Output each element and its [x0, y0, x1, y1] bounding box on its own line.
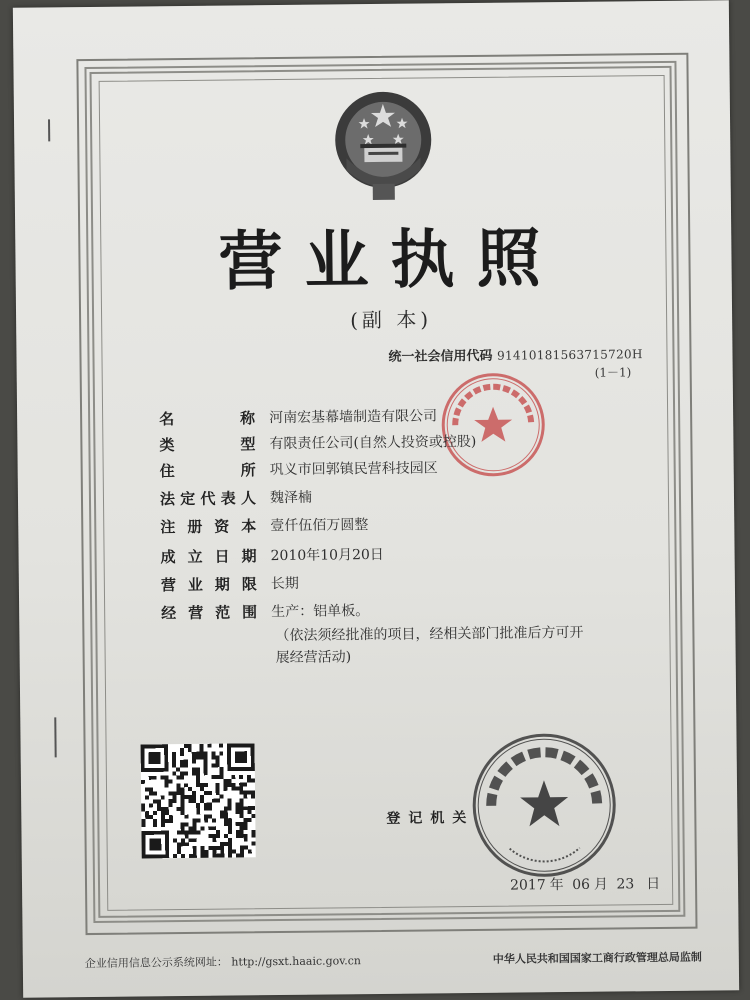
license-subtitle: (副 本)	[350, 307, 433, 333]
credit-code-line	[388, 343, 642, 365]
field-value: 魏泽楠	[269, 489, 313, 507]
field-value: 2010年10月20日	[270, 546, 384, 565]
registration-authority-label: 登记机关	[386, 809, 475, 827]
field-value: 有限责任公司(自然人投资或控股)	[269, 433, 477, 453]
footer-website: 企业信用信息公示系统网址： http://gsxt.haaic.gov.cn	[84, 954, 361, 971]
field-label: 法 定 代 表 人	[159, 489, 257, 509]
field-label: 经 营 范 围	[161, 603, 258, 623]
scope-note-line: 展经营活动)	[275, 649, 352, 667]
punch-hole-mark	[48, 119, 50, 141]
issue-date: 2017 年 06 月 23 日	[509, 876, 661, 894]
field-value: 巩义市回郭镇民营科技园区	[269, 460, 438, 479]
field-value: 生产：铝单板。	[271, 603, 370, 621]
field-label: 名 称	[159, 409, 256, 429]
field-label: 类 型	[159, 435, 256, 455]
national-emblem-icon	[328, 85, 439, 204]
credit-code-label: 统一社会信用代码	[388, 348, 493, 365]
field-label: 营 业 期 限	[160, 575, 257, 595]
authority-seal-stamp	[468, 729, 620, 881]
field-label: 住 所	[159, 461, 256, 481]
qr-code-icon	[141, 743, 256, 858]
field-value: 壹仟伍佰万圆整	[270, 517, 369, 535]
credit-code-value: 91410181563715720H	[496, 347, 643, 363]
copy-number: (1－1)	[594, 365, 632, 380]
field-label: 成 立 日 期	[160, 547, 257, 567]
punch-hole-mark	[54, 717, 56, 757]
field-value: 长期	[270, 575, 299, 593]
license-paper	[13, 0, 739, 997]
license-title: 营业执照	[218, 222, 563, 300]
footer-issuer: 中华人民共和国国家工商行政管理总局监制	[492, 950, 702, 966]
field-value: 河南宏基幕墙制造有限公司	[269, 408, 438, 427]
scope-note-line: （依法须经批准的项目，经相关部门批准后方可开	[275, 624, 584, 645]
field-label: 注 册 资 本	[160, 517, 257, 537]
